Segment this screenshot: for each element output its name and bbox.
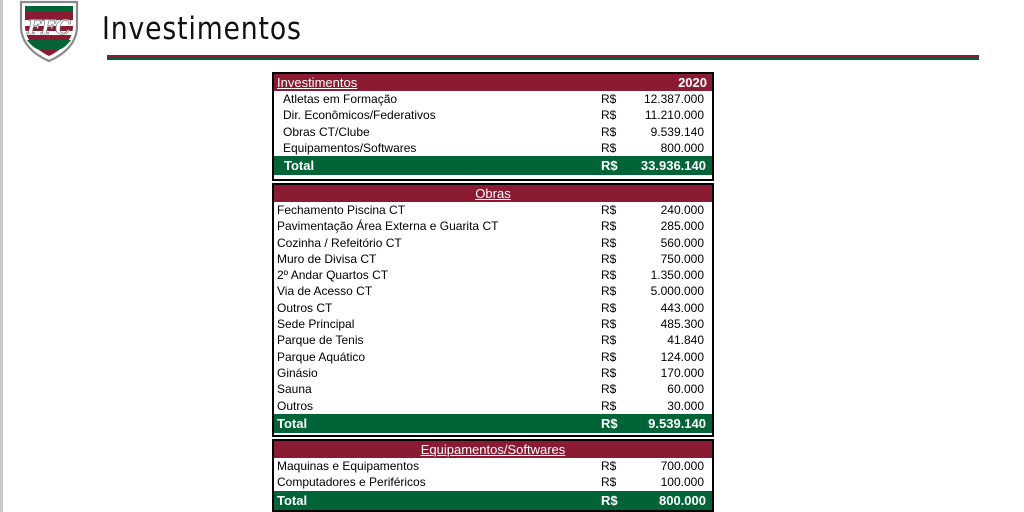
equipamentos-header — [274, 441, 712, 458]
row-label: Parque Aquático — [277, 349, 366, 364]
equipamentos-total-row — [274, 491, 712, 510]
row-value: 11.210.000 — [644, 108, 704, 123]
row-label: Via de Acesso CT — [277, 284, 373, 299]
row-currency: R$ — [601, 382, 617, 397]
row-value: 12.387.000 — [643, 92, 704, 106]
table-row — [274, 202, 712, 218]
row-currency: R$ — [601, 284, 617, 299]
row-currency: R$ — [601, 268, 617, 283]
obras-header — [274, 185, 712, 202]
row-label: Sauna — [277, 382, 312, 397]
investimentos-year: 2020 — [678, 75, 707, 90]
table-row — [274, 107, 712, 123]
obras-table — [272, 183, 714, 437]
total-label: Total — [277, 415, 308, 431]
row-label: Cozinha / Refeitório CT — [277, 235, 402, 250]
total-currency: R$ — [601, 492, 618, 508]
row-currency: R$ — [601, 459, 617, 473]
row-label: Obras CT/Clube — [283, 124, 370, 139]
row-label: Dir. Econômicos/Federativos — [283, 108, 436, 123]
row-label: 2º Andar Quartos CT — [277, 268, 389, 283]
row-currency: R$ — [601, 140, 617, 155]
table-row — [274, 124, 712, 140]
row-value: 60.000 — [667, 382, 704, 397]
row-label: Equipamentos/Softwares — [283, 140, 417, 155]
row-currency: R$ — [601, 203, 617, 217]
row-value: 443.000 — [660, 300, 704, 315]
total-value: 9.539.140 — [648, 415, 706, 431]
page-title: Investimentos — [102, 11, 302, 47]
table-row — [274, 474, 712, 490]
row-value: 30.000 — [667, 398, 704, 413]
row-label: Maquinas e Equipamentos — [277, 459, 420, 473]
table-row — [274, 300, 712, 316]
row-value: 700.000 — [660, 459, 704, 473]
obras-rows — [274, 202, 712, 414]
row-value: 1.350.000 — [650, 268, 704, 283]
row-currency: R$ — [601, 124, 617, 139]
row-value: 240.000 — [660, 203, 704, 217]
row-value: 100.000 — [660, 475, 704, 490]
row-label: Sede Principal — [277, 317, 355, 332]
table-row — [274, 267, 712, 283]
row-label: Ginásio — [277, 365, 318, 380]
row-currency: R$ — [601, 475, 617, 490]
total-label: Total — [284, 158, 315, 174]
table-row — [274, 316, 712, 332]
svg-text:FFC: FFC — [26, 15, 72, 39]
obras-title: Obras — [475, 186, 511, 201]
row-value: 485.300 — [660, 317, 704, 332]
equipamentos-table — [272, 439, 714, 512]
row-currency: R$ — [601, 365, 617, 380]
total-currency: R$ — [601, 158, 618, 174]
row-label: Outros CT — [277, 300, 333, 315]
row-currency: R$ — [601, 92, 617, 106]
investimentos-table — [272, 72, 714, 181]
total-label: Total — [277, 492, 308, 508]
row-label: Outros — [277, 398, 314, 413]
window-left-edge — [0, 0, 3, 512]
row-currency: R$ — [601, 317, 617, 332]
row-value: 124.000 — [660, 349, 704, 364]
row-label: Atletas em Formação — [283, 92, 398, 106]
row-currency: R$ — [601, 251, 617, 266]
row-value: 5.000.000 — [650, 284, 704, 299]
row-value: 170.000 — [660, 365, 704, 380]
table-row — [274, 235, 712, 251]
table-row — [274, 349, 712, 365]
row-currency: R$ — [601, 300, 617, 315]
table-row — [274, 365, 712, 381]
table-row — [274, 381, 712, 397]
equipamentos-title: Equipamentos/Softwares — [420, 442, 566, 457]
table-row — [274, 140, 712, 156]
row-currency: R$ — [601, 235, 617, 250]
investimentos-title: Investimentos — [277, 75, 358, 90]
table-row — [274, 91, 712, 107]
table-row — [274, 283, 712, 299]
row-label: Computadores e Periféricos — [277, 475, 426, 490]
row-label: Parque de Tenis — [277, 333, 364, 348]
table-row — [274, 398, 712, 414]
obras-total-row — [274, 414, 712, 433]
row-currency: R$ — [601, 108, 617, 123]
row-currency: R$ — [601, 349, 617, 364]
equipamentos-rows — [274, 458, 712, 491]
row-label: Muro de Divisa CT — [277, 251, 377, 266]
table-row — [274, 332, 712, 348]
row-currency: R$ — [601, 333, 617, 348]
total-currency: R$ — [601, 415, 618, 431]
row-value: 41.840 — [667, 333, 704, 348]
total-value: 33.936.140 — [640, 158, 706, 174]
row-value: 560.000 — [660, 235, 704, 250]
total-value: 800.000 — [659, 492, 706, 508]
investimentos-total-row — [274, 156, 712, 175]
row-currency: R$ — [601, 219, 617, 234]
row-value: 9.539.140 — [650, 124, 704, 139]
table-row — [274, 218, 712, 234]
row-label: Fechamento Piscina CT — [277, 203, 406, 217]
table-row — [274, 458, 712, 474]
row-value: 285.000 — [660, 219, 704, 234]
table-row — [274, 251, 712, 267]
row-value: 800.000 — [660, 140, 704, 155]
row-currency: R$ — [601, 398, 617, 413]
investimentos-header — [274, 74, 712, 91]
row-value: 750.000 — [660, 251, 704, 266]
title-rule-green — [107, 58, 979, 60]
club-crest-logo — [17, 0, 81, 62]
investimentos-rows — [274, 91, 712, 156]
row-label: Pavimentação Área Externa e Guarita CT — [277, 219, 499, 234]
